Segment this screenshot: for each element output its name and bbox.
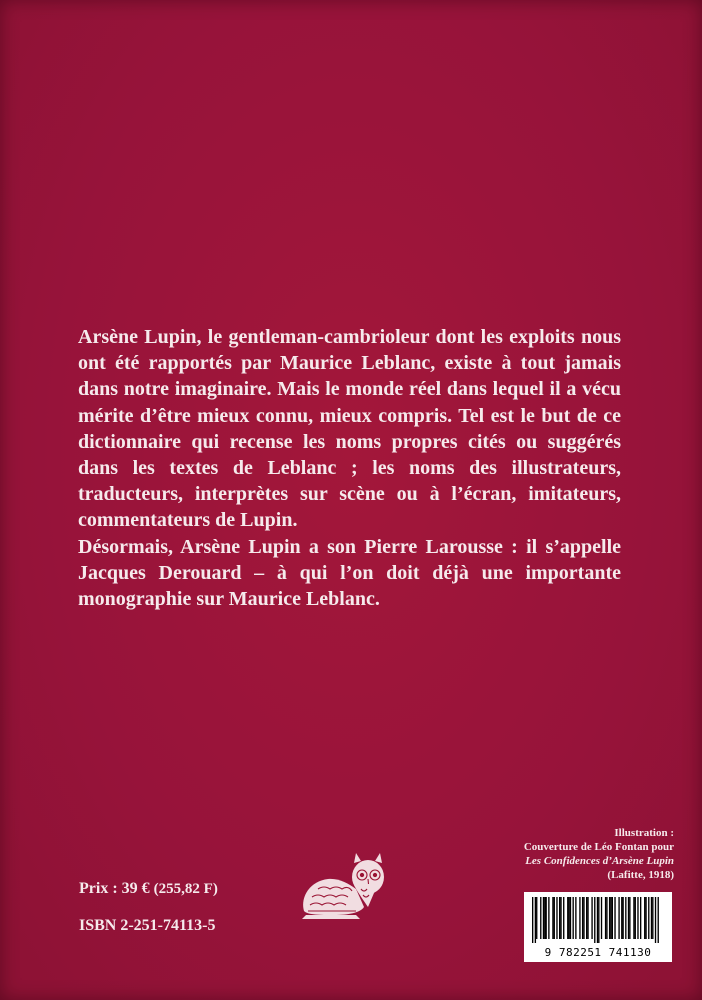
- barcode-bar: [648, 897, 649, 939]
- barcode-bar: [532, 897, 533, 943]
- barcode-bar: [622, 897, 623, 939]
- blurb-paragraph-2: Désormais, Arsène Lupin a son Pierre Larousse : il s’appelle Jacques Derouard – à qui l’on doit déjà une importante monographie sur Maurice Leblanc.: [78, 535, 621, 611]
- barcode-bar: [612, 897, 613, 939]
- barcode-bar: [559, 897, 560, 939]
- barcode-bar: [546, 897, 547, 939]
- credit-line-2: Les Confidences d’Arsène Lupin: [525, 855, 674, 867]
- barcode-bar: [633, 897, 634, 939]
- barcode-bar: [536, 897, 537, 939]
- barcode-bar: [583, 897, 584, 939]
- owl-icon: [298, 849, 390, 921]
- barcode-bar: [651, 897, 652, 939]
- barcode-bar: [658, 897, 659, 943]
- price: [79, 880, 218, 898]
- barcode-bar: [540, 897, 541, 939]
- barcode-bar: [614, 897, 615, 939]
- barcode-bar: [628, 897, 629, 939]
- barcode-bar: [570, 897, 571, 939]
- barcode-bar: [655, 897, 656, 943]
- blurb: [78, 324, 621, 612]
- credit-line-1: Couverture de Léo Fontan pour: [523, 841, 674, 853]
- barcode-bar: [597, 897, 598, 943]
- credit-line-3: (Lafitte, 1918): [607, 869, 674, 881]
- barcode-bar: [548, 897, 549, 939]
- barcode-bar: [573, 897, 574, 939]
- barcode-bar: [652, 897, 653, 939]
- barcode-bar: [586, 897, 587, 939]
- barcode-bar: [610, 897, 611, 939]
- barcode-bar: [563, 897, 564, 939]
- barcode-bar: [644, 897, 645, 939]
- barcode-digits: 9 782251 741130: [544, 946, 652, 959]
- price-francs: (255,82 F): [153, 881, 218, 897]
- barcode-bar: [635, 897, 636, 939]
- barcode-bar: [594, 897, 595, 943]
- barcode-bar: [552, 897, 553, 939]
- barcode-bar: [621, 897, 622, 939]
- barcode-bar: [618, 897, 619, 939]
- price-label: Prix : 39 €: [79, 880, 150, 897]
- barcode-bar: [556, 897, 557, 939]
- barcode-bar: [609, 897, 610, 939]
- illustration-credit: [444, 826, 674, 882]
- barcode-bar: [605, 897, 606, 939]
- credit-heading: Illustration :: [614, 827, 674, 839]
- barcode-bar: [625, 897, 626, 939]
- barcode-bar: [591, 897, 592, 939]
- barcode-bar: [598, 897, 599, 943]
- barcode-bar: [575, 897, 576, 939]
- barcode-bar: [567, 897, 568, 939]
- barcode-bar: [544, 897, 545, 939]
- barcode-bar: [582, 897, 583, 939]
- blurb-paragraph-1: Arsène Lupin, le gentleman-cambrioleur dont les exploits nous ont été rapportés par Maurice Leblanc, existe à tout jamais dans notre imaginaire. Mais le monde réel dans lequel il a vécu mérite d’être mieux connu, mieux compris. Tel est le but de ce dictionnaire qui recense les noms propres cités ou suggérés dans les textes de Leblanc ; les noms des illustrateurs, traducteurs, interprètes sur scène ou à l’écran, imitateurs, commentateurs de Lupin.: [78, 326, 621, 532]
- barcode-bar: [560, 897, 561, 939]
- barcode-bar: [535, 897, 536, 943]
- barcode-bar: [606, 897, 607, 939]
- barcode-bar: [554, 897, 555, 939]
- barcode-bar: [568, 897, 569, 939]
- isbn: ISBN 2-251-74113-5: [79, 917, 216, 934]
- barcode-bar: [629, 897, 630, 939]
- barcode: [524, 892, 672, 962]
- barcode-bar: [543, 897, 544, 939]
- barcode-bar: [579, 897, 580, 939]
- barcode-bar: [640, 897, 641, 939]
- barcode-bar: [645, 897, 646, 939]
- barcode-bars: [530, 897, 666, 943]
- barcode-bar: [637, 897, 638, 939]
- barcode-bar: [601, 897, 602, 939]
- barcode-bar: [587, 897, 588, 939]
